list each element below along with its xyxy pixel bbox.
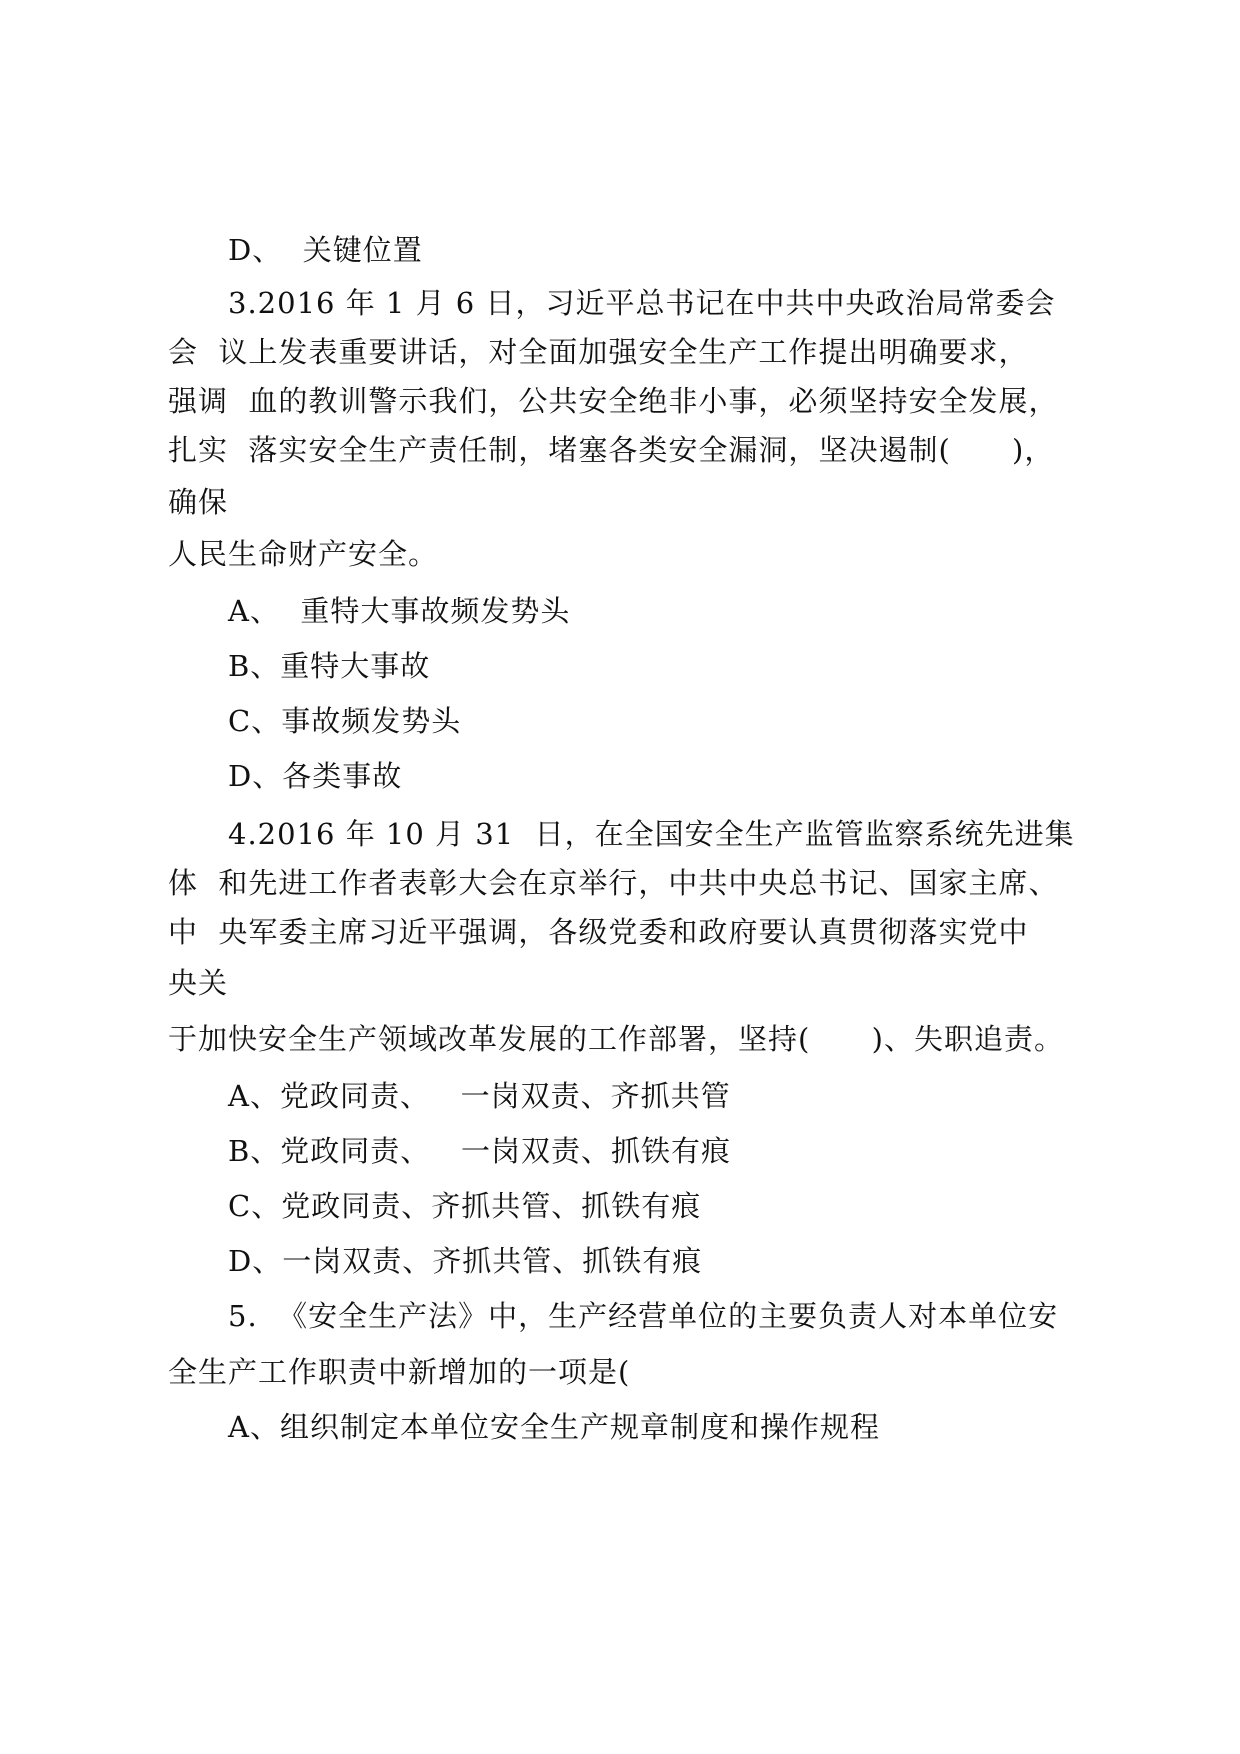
question-5-line-2: 全生产工作职责中新增加的一项是( xyxy=(168,1355,631,1389)
question-3-line-1: 3.2016 年 1 月 6 日，习近平总书记在中共中央政治局常委会 xyxy=(228,286,1056,320)
question-4-line-3: 中 央军委主席习近平强调，各级党委和政府要认真贯彻落实党中 xyxy=(168,915,1029,949)
question-3-line-2: 会 议上发表重要讲话，对全面加强安全生产工作提出明确要求， xyxy=(168,335,1029,369)
question-5-option-a: A、组织制定本单位安全生产规章制度和操作规程 xyxy=(228,1410,880,1444)
question-3-option-d: D、各类事故 xyxy=(228,759,403,793)
question-3-line-5: 确保 xyxy=(168,485,229,519)
question-4-option-b: B、党政同责、 一岗双责、抓铁有痕 xyxy=(228,1134,731,1168)
question-4-option-d: D、一岗双责、齐抓共管、抓铁有痕 xyxy=(228,1244,703,1278)
question-4-line-5: 于加快安全生产领域改革发展的工作部署，坚持( )、失职追责。 xyxy=(168,1022,1064,1056)
question-3-option-a: A、 重特大事故频发势头 xyxy=(228,594,571,628)
question-3-option-c: C、事故频发势头 xyxy=(228,704,462,738)
question-3-option-b: B、重特大事故 xyxy=(228,649,431,683)
question-4-line-1: 4.2016 年 10 月 31 日，在全国安全生产监管监察系统先进集 xyxy=(228,817,1075,851)
question-3-line-3: 强调 血的教训警示我们，公共安全绝非小事，必须坚持安全发展， xyxy=(168,384,1059,418)
question-4-line-4: 央关 xyxy=(168,966,229,1000)
prev-option-d: D、 关键位置 xyxy=(228,233,423,267)
question-3-line-4: 扎实 落实安全生产责任制，堵塞各类安全漏洞，坚决遏制( )， xyxy=(168,433,1055,467)
question-4-option-a: A、党政同责、 一岗双责、齐抓共管 xyxy=(228,1079,731,1113)
question-5-line-1: 5. 《安全生产法》中，生产经营单位的主要负责人对本单位安 xyxy=(228,1299,1059,1333)
question-4-line-2: 体 和先进工作者表彰大会在京举行，中共中央总书记、国家主席、 xyxy=(168,866,1059,900)
question-4-option-c: C、党政同责、齐抓共管、抓铁有痕 xyxy=(228,1189,702,1223)
question-3-line-6: 人民生命财产安全。 xyxy=(168,537,439,571)
